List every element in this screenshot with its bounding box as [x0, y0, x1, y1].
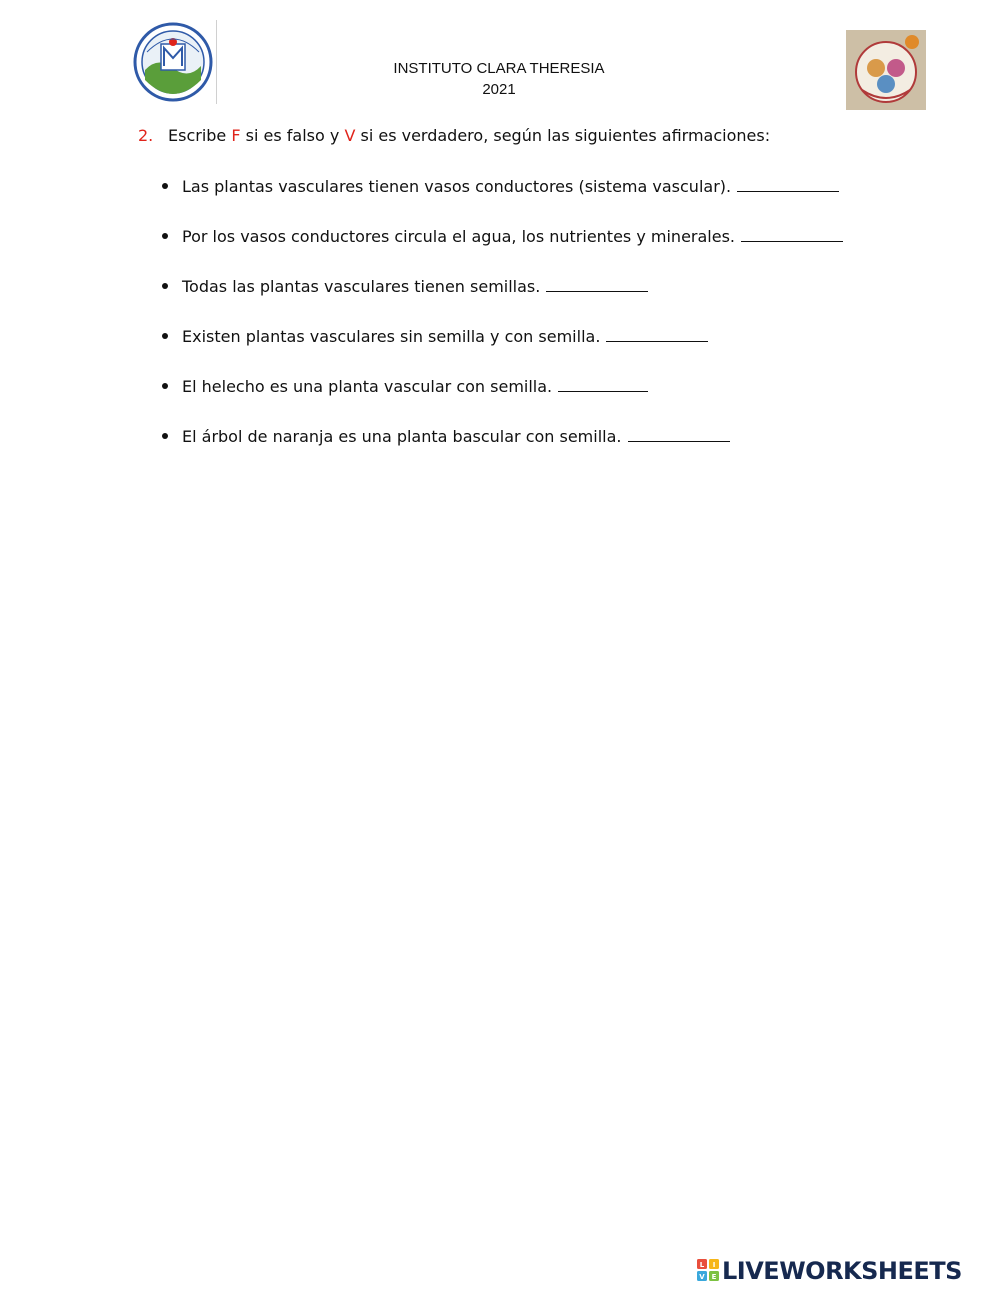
school-crest-logo [133, 22, 213, 102]
statement-text: Existen plantas vasculares sin semilla y con semilla. [182, 327, 601, 346]
list-item [160, 174, 843, 224]
list-item [160, 224, 843, 274]
bullet-icon [162, 433, 168, 439]
bullet-icon [162, 333, 168, 339]
brand-tile-letter: L [699, 1261, 705, 1269]
question-text-part3: si es verdadero, según las siguientes afirmaciones: [355, 126, 771, 145]
statement-text: Todas las plantas vasculares tienen semillas. [182, 277, 541, 296]
list-item [160, 324, 843, 374]
answer-blank[interactable] [546, 274, 648, 292]
bullet-icon [162, 283, 168, 289]
brand-tile-letter: E [711, 1273, 717, 1281]
statement-text: Por los vasos conductores circula el agua, los nutrientes y minerales. [182, 227, 735, 246]
true-letter: V [344, 126, 356, 145]
brand-tile-letter: V [699, 1273, 705, 1281]
question-text-part2: si es falso y [240, 126, 345, 145]
brand-wordmark: LIVEWORKSHEETS [722, 1257, 962, 1285]
statement-text: Las plantas vasculares tienen vasos conductores (sistema vascular). [182, 177, 732, 196]
statement-list [160, 174, 843, 474]
statement-text: El helecho es una planta vascular con semilla. [182, 377, 553, 396]
header-divider [216, 20, 217, 104]
bullet-icon [162, 233, 168, 239]
false-letter: F [231, 126, 241, 145]
question-prompt [138, 124, 770, 148]
list-item [160, 374, 843, 424]
school-year: 2021 [482, 81, 516, 98]
list-item [160, 274, 843, 324]
institution-name: INSTITUTO CLARA THERESIA [393, 60, 605, 77]
list-item [160, 424, 843, 474]
liveworksheets-logo-icon [697, 1259, 719, 1281]
statement-text: El árbol de naranja es una planta bascular con semilla. [182, 427, 622, 446]
answer-blank[interactable] [628, 424, 730, 442]
answer-blank[interactable] [606, 324, 708, 342]
liveworksheets-brand [697, 1256, 997, 1286]
bullet-icon [162, 183, 168, 189]
answer-blank[interactable] [741, 224, 843, 242]
bullet-icon [162, 383, 168, 389]
question-text-part1: Escribe [168, 126, 232, 145]
question-number: 2. [138, 126, 154, 145]
answer-blank[interactable] [558, 374, 648, 392]
school-photo-badge-logo [846, 30, 926, 110]
header-title-block [300, 58, 698, 100]
brand-tile-letter: I [712, 1261, 716, 1269]
answer-blank[interactable] [737, 174, 839, 192]
